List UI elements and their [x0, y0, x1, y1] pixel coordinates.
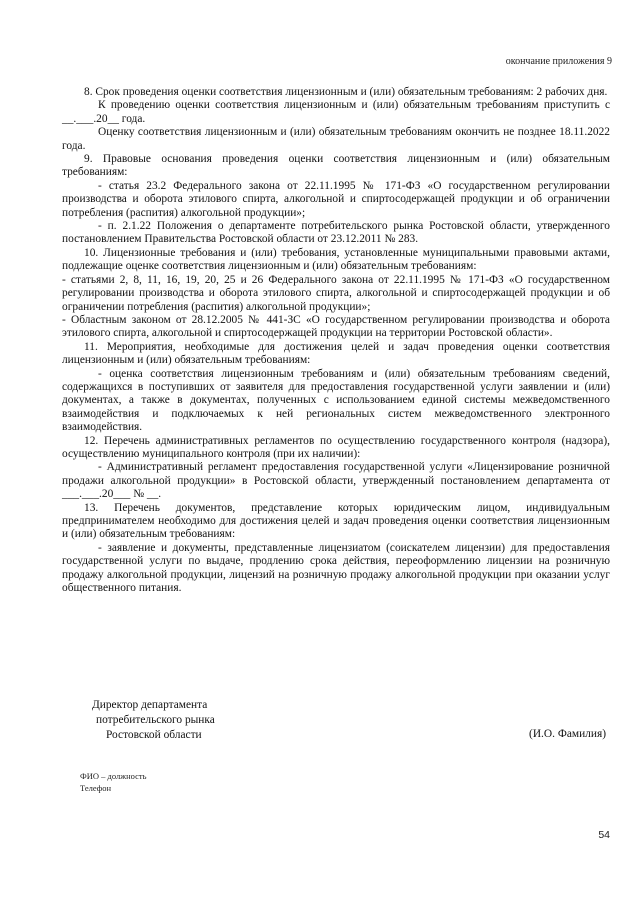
- executor-fio: ФИО – должность: [80, 771, 147, 781]
- executor-contacts: [80, 770, 146, 794]
- list-item-federal-law-article: - статья 23.2 Федерального закона от 22.11.1995 № 171-ФЗ «О государственном регулировании производства и оборота этилового спирта, алкогольной и спиртосодержащей продукции и об ограничении потребления (распития) алкогольной продукции»;: [62, 179, 610, 219]
- list-item-department-regulation: - п. 2.1.22 Положения о департаменте потребительского рынка Ростовской области, утвержденного постановлением Правительства Ростовской области от 23.12.2011 № 283.: [62, 220, 610, 246]
- paragraph-12-regulations: 12. Перечень административных регламентов по осуществлению государственного контроля (надзора), осуществлению муниципального контроля (при их наличии):: [62, 434, 610, 460]
- signature-position-line2: потребительского рынка: [96, 714, 215, 726]
- list-item-admin-regulation: - Административный регламент предоставления государственной услуги «Лицензирование розничной продажи алкогольной продукции» в Ростовской области, утвержденный постановлением департамента от ___.___.20___ № __.: [62, 461, 610, 501]
- paragraph-10-license-requirements: 10. Лицензионные требования и (или) требования, установленные муниципальными правовыми актами, подлежащие оценке соответствия лицензионным и (или) обязательным требованиям:: [62, 246, 610, 273]
- list-item-assessment: - оценка соответствия лицензионным требованиям и (или) обязательным требованиям сведений, содержащихся в поступивших от заявителя для предоставления государственной услуги заявлении и (или) документах, а также в документах, полученных с использованием единой системы межведомственного взаимодействия и подключаемых к ней региональных систем межведомственного электронного взаимодействия.: [62, 367, 610, 434]
- document-body: [62, 86, 610, 595]
- appendix-note: окончание приложения 9: [505, 56, 612, 67]
- paragraph-9-legal-grounds: 9. Правовые основания проведения оценки соответствия лицензионным и (или) обязательным требованиям:: [62, 153, 610, 179]
- paragraph-end-date: Оценку соответствия лицензионным и (или) обязательным требованиям окончить не позднее 18.11.2022 года.: [62, 126, 610, 152]
- page-number: 54: [598, 829, 610, 841]
- paragraph-start-date: К проведению оценки соответствия лицензионным и (или) обязательным требованиям приступить с __.___.20__ года.: [62, 99, 610, 125]
- signature-name: (И.О. Фамилия): [529, 728, 606, 740]
- paragraph-11-measures: 11. Мероприятия, необходимые для достижения целей и задач проведения оценки соответствия лицензионным и (или) обязательным требованиям:: [62, 340, 610, 367]
- list-item-regional-law: - Областным законом от 28.12.2005 № 441-ЗС «О государственном регулировании производства и оборота этилового спирта, алкогольной и спиртосодержащей продукции на территории Ростовской области».: [62, 313, 610, 340]
- executor-phone: Телефон: [80, 783, 112, 793]
- list-item-federal-law-articles: - статьями 2, 8, 11, 16, 19, 20, 25 и 26 Федерального закона от 22.11.1995 № 171-ФЗ «О государственном регулировании производства и оборота этилового спирта, алкогольной и спиртосодержащей продукции и об ограничении потребления (распития) алкогольной продукции»;: [62, 273, 610, 313]
- list-item-application-documents: - заявление и документы, представленные лицензиатом (соискателем лицензии) для предоставления государственной услуги по выдаче, продлению срока действия, переоформлению лицензии на розничную продажу алкогольной продукции, лицензий на розничную продажу алкогольной продукции при оказании услуг общественного питания.: [62, 541, 610, 595]
- paragraph-8-duration: 8. Срок проведения оценки соответствия лицензионным и (или) обязательным требованиям: 2 рабочих дня.: [84, 86, 608, 98]
- signature-block: [92, 698, 215, 743]
- signature-position-line3: Ростовской области: [106, 729, 202, 741]
- signature-position-line1: Директор департамента: [92, 699, 208, 711]
- paragraph-13-documents: 13. Перечень документов, представление которых юридическим лицом, индивидуальным предпринимателем необходимо для достижения целей и задач проведения оценки соответствия лицензионным и (или) обязательным требованиям:: [62, 501, 610, 541]
